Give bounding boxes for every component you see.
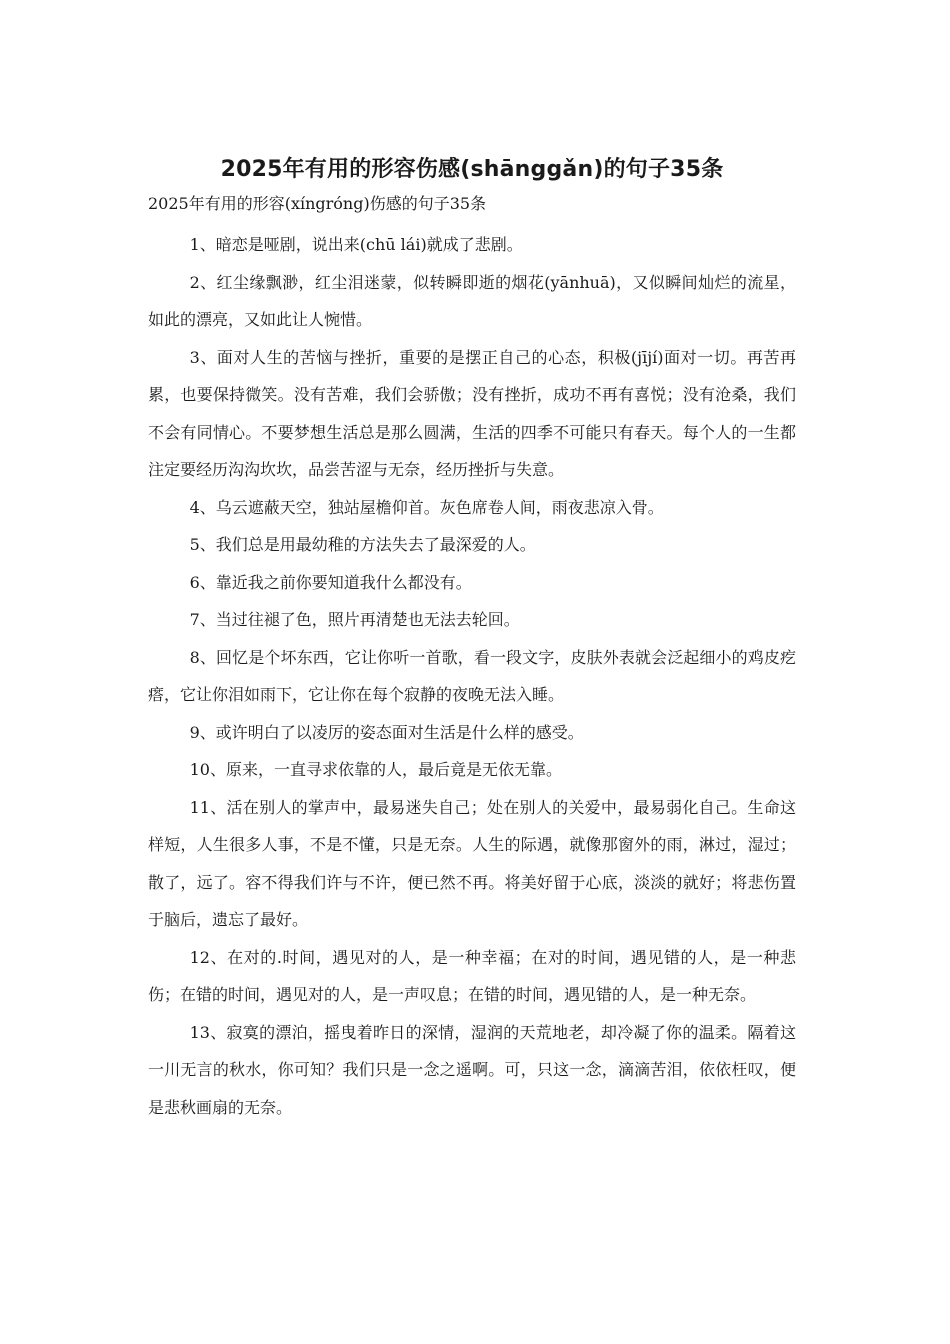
paragraph: 9、或许明白了以凌厉的姿态面对生活是什么样的感受。 bbox=[189, 722, 584, 742]
paragraph: 6、靠近我之前你要知道我什么都没有。 bbox=[189, 572, 472, 592]
paragraph: 10、原来，一直寻求依靠的人，最后竟是无依无靠。 bbox=[189, 760, 562, 779]
paragraph: 2、红尘缘飘渺，红尘泪迷蒙，似转瞬即逝的烟花(yānhuā)，又似瞬间灿烂的流星，如此的漂亮，又如此让人惋惜。 bbox=[148, 272, 796, 329]
paragraph: 8、回忆是个坏东西，它让你听一首歌，看一段文字，皮肤外表就会泛起细小的鸡皮疙瘩，它让你泪如雨下，它让你在每个寂静的夜晚无法入睡。 bbox=[148, 647, 796, 704]
paragraph: 3、面对人生的苦恼与挫折，重要的是摆正自己的心态，积极(jījí)面对一切。再苦再累，也要保持微笑。没有苦难，我们会骄傲；没有挫折，成功不再有喜悦；没有沧桑，我们不会有同情心。不要梦想生活总是那么圆满，生活的四季不可能只有春天。每个人的一生都注定要经历沟沟坎坎，品尝苦涩与无奈，经历挫折与失意。 bbox=[148, 347, 796, 479]
paragraph: 11、活在别人的掌声中，最易迷失自己；处在别人的关爱中，最易弱化自己。生命这样短，人生很多人事，不是不懂，只是无奈。人生的际遇，就像那窗外的雨，淋过，湿过；散了，远了。容不得我们许与不许，便已然不再。将美好留于心底，淡淡的就好；将悲伤置于脑后，遗忘了最好。 bbox=[148, 797, 796, 929]
document-subtitle: 2025年有用的形容(xíngróng)伤感的句子35条 bbox=[148, 194, 487, 213]
paragraph: 12、在对的.时间，遇见对的人，是一种幸福；在对的时间，遇见错的人，是一种悲伤；在错的时间，遇见对的人，是一声叹息；在错的时间，遇见错的人，是一种无奈。 bbox=[148, 947, 796, 1004]
paragraph: 4、乌云遮蔽天空，独站屋檐仰首。灰色席卷人间，雨夜悲凉入骨。 bbox=[189, 497, 664, 517]
paragraph-list bbox=[148, 226, 796, 1126]
paragraph: 1、暗恋是哑剧，说出来(chū lái)就成了悲剧。 bbox=[189, 235, 523, 254]
document-page bbox=[148, 150, 796, 1126]
document-title: 2025年有用的形容伤感(shānggǎn)的句子35条 bbox=[220, 157, 724, 182]
paragraph: 7、当过往褪了色，照片再清楚也无法去轮回。 bbox=[189, 610, 520, 629]
paragraph: 5、我们总是用最幼稚的方法失去了最深爱的人。 bbox=[189, 535, 536, 554]
paragraph: 13、寂寞的漂泊，摇曳着昨日的深情，湿润的天荒地老，却冷凝了你的温柔。隔着这一川无言的秋水，你可知？我们只是一念之遥啊。可，只这一念，滴滴苦泪，依依枉叹，便是悲秋画扇的无奈。 bbox=[148, 1022, 796, 1117]
